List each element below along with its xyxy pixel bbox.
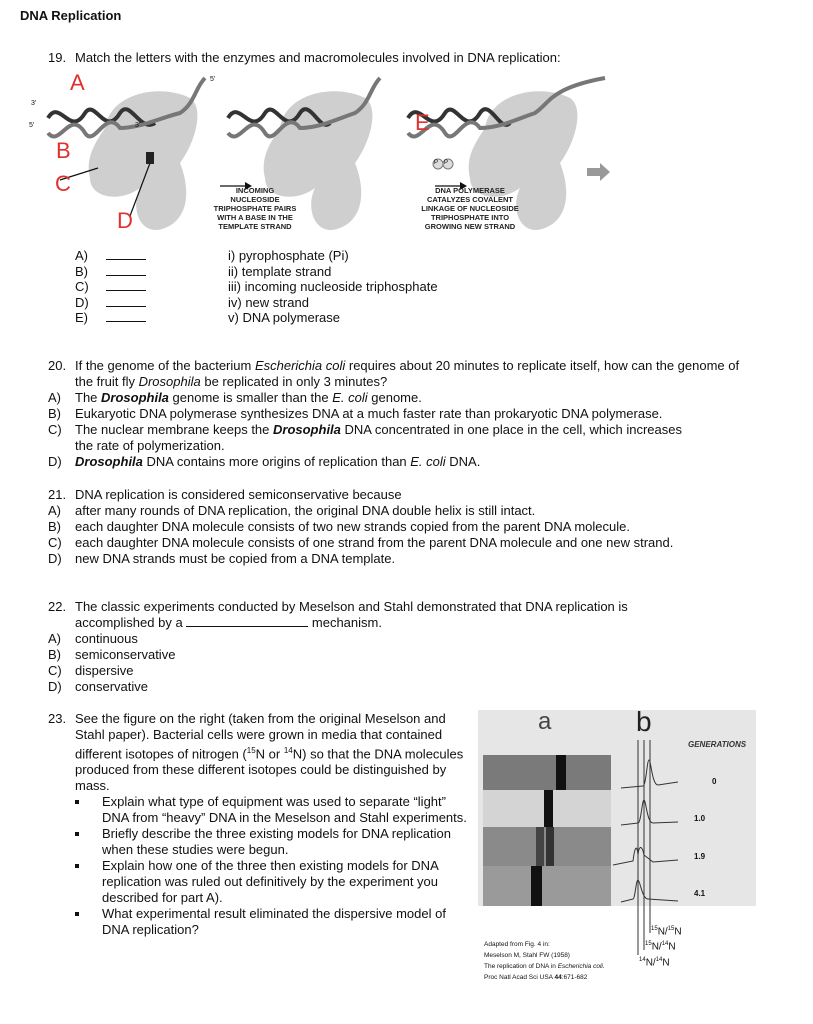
question-19-text: Match the letters with the enzymes and macromolecules involved in DNA replication: <box>75 50 561 65</box>
question-21: 21. DNA replication is considered semiconservative because A) after many rounds of DNA replication, the original DNA double helix is still intact. B) each daughter DNA molecule consists of two new strands copied from the parent DNA molecule. C) each daughter DNA molecule consists of one strand from the parent DNA molecule and one new strand. D) new DNA strands must be copied from a DNA template. <box>48 487 728 567</box>
option-d: D) new DNA strands must be copied from a DNA template. <box>48 551 396 566</box>
answer-blank[interactable] <box>106 310 146 322</box>
answer-blank[interactable] <box>106 295 146 307</box>
question-20: 20. If the genome of the bacterium Escherichia coli requires about 20 minutes to replicate itself, how can the genome of the fruit fly Drosophila be replicated in only 3 minutes? A) The Drosophila genome is smaller than the E. coli genome. B) Eukaryotic DNA polymerase synthesizes DNA at a much faster rate than prokaryotic DNA polymerase. C) The nuclear membrane keeps the Drosophila DNA concentrated in one place in the cell, which increases the rate of polymerization. D) Drosophila DNA contains more origins of replication than E. coli DNA. <box>48 358 748 470</box>
end-label: 3′ <box>31 100 37 107</box>
generation-value: 0 <box>712 777 717 786</box>
option-b: B) semiconservative <box>48 647 176 662</box>
caption-incoming: INCOMING NUCLEOSIDE TRIPHOSPHATE PAIRS WITH A BASE IN THE TEMPLATE STRAND <box>213 186 297 231</box>
option-d: D) conservative <box>48 679 148 694</box>
generation-value: 4.1 <box>694 889 706 898</box>
panel-a-label: a <box>538 708 552 735</box>
bullet-item: What experimental result eliminated the dispersive model of DNA replication? <box>75 906 468 938</box>
answer-blank[interactable] <box>106 264 146 276</box>
option-c: C) dispersive <box>48 663 134 678</box>
generation-value: 1.0 <box>694 814 706 823</box>
option-c: C) The nuclear membrane keeps the Drosophila DNA concentrated in one place in the cell, which increases the rate of polymerization. <box>48 422 682 453</box>
option-b: B) Eukaryotic DNA polymerase synthesizes DNA at a much faster rate than prokaryotic DNA polymerase. <box>48 406 663 421</box>
option-a: A) The Drosophila genome is smaller than the E. coli genome. <box>48 390 422 405</box>
figure-credit: Proc Natl Acad Sci USA 44:671-682 <box>484 974 588 981</box>
caption-polymerase: DNA POLYMERASE CATALYZES COVALENT LINKAGE OF NUCLEOSIDE TRIPHOSPHATE INTO GROWING NEW STRAND <box>421 186 519 231</box>
centrifuge-bands <box>478 705 758 955</box>
figure-credit: Adapted from Fig. 4 in: <box>484 941 550 948</box>
end-label: 3′ <box>135 122 141 129</box>
option-c: C) each daughter DNA molecule consists of one strand from the parent DNA molecule and one new strand. <box>48 535 674 550</box>
option-a: A) continuous <box>48 631 138 646</box>
answer-blank[interactable] <box>106 279 146 291</box>
label-a: A <box>70 70 85 95</box>
option-b: B) each daughter DNA molecule consists of two new strands copied from the parent DNA molecule. <box>48 519 630 534</box>
answer-blank[interactable] <box>106 248 146 260</box>
generations-label: GENERATIONS <box>688 740 747 749</box>
question-22: 22. The classic experiments conducted by Meselson and Stahl demonstrated that DNA replication is accomplished by a mechanism. A) continuous B) semiconservative C) dispersive D) conservative <box>48 599 688 695</box>
page-title: DNA Replication <box>20 8 122 23</box>
option-a: A) after many rounds of DNA replication, the original DNA double helix is still intact. <box>48 503 536 518</box>
answer-blank[interactable] <box>186 615 308 627</box>
end-label: 5′ <box>29 122 35 129</box>
label-d: D <box>117 208 133 233</box>
matching-letters: A) B) C) D) E) <box>75 248 146 326</box>
isotope-label: $^{14}$N/$^{14}$N <box>639 957 670 969</box>
isotope-label: $^{15}$N/$^{15}$N <box>651 926 682 938</box>
isotope-label: $^{15}$N/$^{14}$N <box>645 941 676 953</box>
generation-value: 1.9 <box>694 852 706 861</box>
question-23: 23. See the figure on the right (taken from the original Meselson and Stahl paper). Bacterial cells were grown in media that contained different isotopes of nitrogen ($^{15}$N or $^{14}$N) so that the DNA molecules produced from these different isotopes could be distinguished by mass. Explain what type of equipment was used to separate “light” DNA from “heavy” DNA in the Meselson and Stahl experiments. Briefly describe the three existing models for DNA replication when these studies were begun. Explain how one of the three then existing models for DNA replication was ruled out definitively by the experiment you described for part A). What experimental result eliminated the dispersive model of DNA replication? <box>48 711 467 938</box>
bullet-item: Explain what type of equipment was used to separate “light” DNA from “heavy” DNA in the Meselson and Stahl experiments. <box>75 794 468 826</box>
question-19: 19. Match the letters with the enzymes and macromolecules involved in DNA replication: <box>48 50 788 66</box>
figure-credit: Meselson M, Stahl FW (1958) <box>484 952 570 959</box>
bullet-item: Explain how one of the three then existing models for DNA replication was ruled out definitively by the experiment you described for part A). <box>75 858 468 906</box>
bullet-item: Briefly describe the three existing models for DNA replication when these studies were begun. <box>75 826 468 858</box>
end-label: 5′ <box>210 76 216 83</box>
panel-b-label: b <box>636 706 652 737</box>
phosphate-label: P <box>434 160 439 166</box>
label-c: C <box>55 171 71 196</box>
option-d: D) Drosophila DNA contains more origins of replication than E. coli DNA. <box>48 454 481 469</box>
label-e: E <box>415 110 430 135</box>
label-b: B <box>56 138 71 163</box>
dna-replication-figure <box>30 68 630 243</box>
phosphate-label: P <box>444 160 449 166</box>
figure-credit: The replication of DNA in Escherichia coli. <box>484 963 605 970</box>
matching-options: i) pyrophosphate (Pi) ii) template strand iii) incoming nucleoside triphosphate iv) new strand v) DNA polymerase <box>228 248 438 325</box>
